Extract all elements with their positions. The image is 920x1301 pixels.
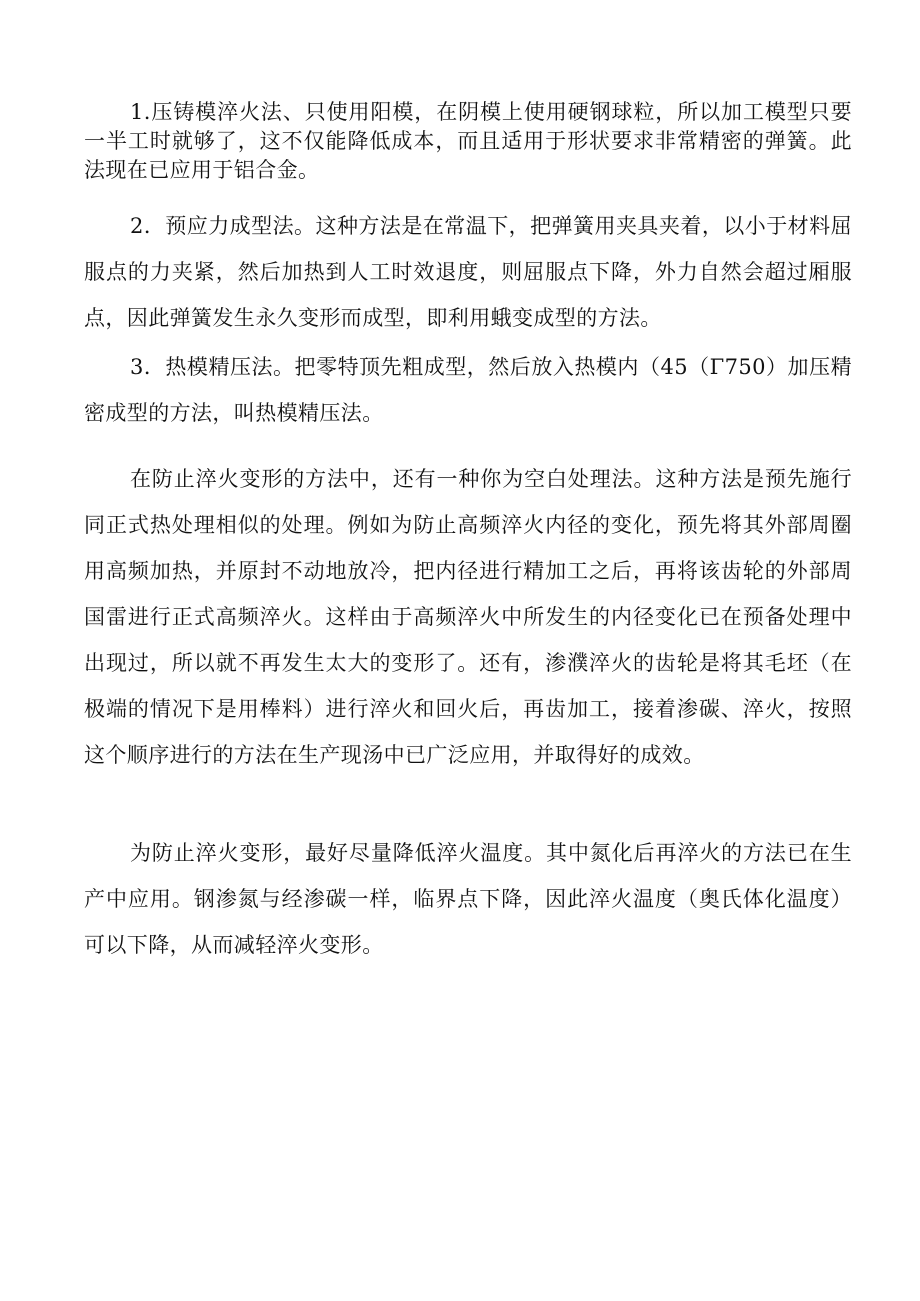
paragraph-hot-die-press: 3．热模精压法。把零特顶先粗成型，然后放入热模内（45（Γ750）加压精密成型的方法，叫热模精压法。 [84, 355, 852, 425]
paragraph-prestress-forming: 2．预应力成型法。这种方法是在常温下，把弹簧用夹具夹着，以小于材料屈服点的力夹紧，然后加热到人工时效退度，则屈服点下降，外力自然会超过厢服点，因此弹簧发生永久变形而成型，即利用蛾变成型的方法。 [84, 214, 852, 330]
paragraph-die-casting-quench: 1.压铸模淬火法、只使用阳模，在阴模上使用硬钢球粒，所以加工模型只要一半工时就够了，这不仅能降低成本，而且适用于形状要求非常精密的弹簧。此法现在已应用于铝合金。 [84, 100, 852, 182]
paragraph-lower-quench-temp: 为防止淬火变形，最好尽量降低淬火温度。其中氮化后再淬火的方法已在生产中应用。钢渗氮与经渗碳一样，临界点下降，因此淬火温度（奥氏体化温度）可以下降，从而减轻淬火变形。 [84, 841, 852, 957]
paragraph-blank-treatment: 在防止淬火变形的方法中，还有一种你为空白处理法。这种方法是预先施行同正式热处理相似的处理。例如为防止高频淬火内径的变化，预先将其外部周圈用高频加热，并原封不动地放冷，把内径进行精加工之后，再将该齿轮的外部周国雷进行正式高频淬火。这样由于高频淬火中所发生的内径变化已在预备处理中出现过，所以就不再发生太大的变形了。还有，渗濮淬火的齿轮是将其毛坯（在极端的情况下是用棒料）进行淬火和回火后，再齿加工，接着渗碳、淬火，按照这个顺序进行的方法在生产现汤中已广泛应用，并取得好的成效。 [84, 467, 852, 767]
